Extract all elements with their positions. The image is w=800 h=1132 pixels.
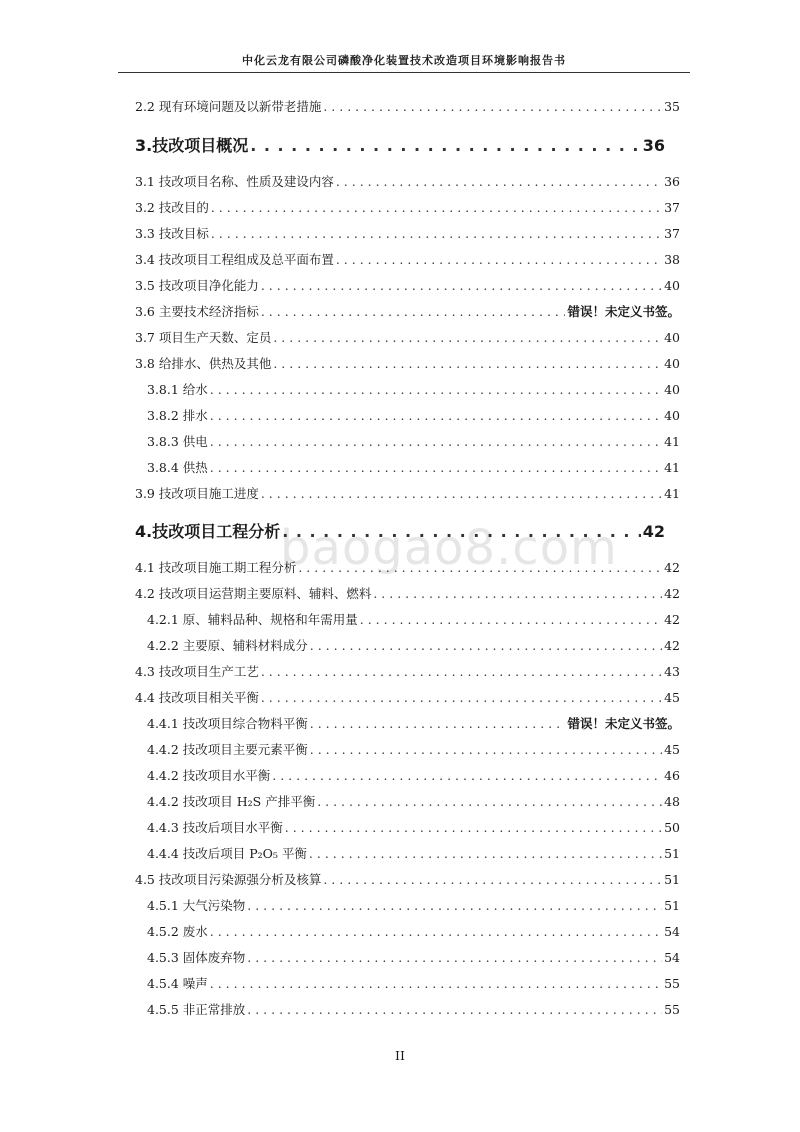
toc-entry-3-5[interactable] xyxy=(135,276,680,294)
dot-leader xyxy=(247,898,662,913)
toc-entry-3-8-4[interactable] xyxy=(147,458,680,476)
toc-label: 4.5.3 固体废弃物 xyxy=(147,950,246,965)
toc-label: 4.4.2 技改项目主要元素平衡 xyxy=(147,742,308,757)
toc-page: 43 xyxy=(664,664,680,679)
toc-entry-4-5-5[interactable] xyxy=(147,1000,680,1018)
dot-leader xyxy=(360,612,662,627)
toc-page: 51 xyxy=(664,872,680,887)
dot-leader xyxy=(317,794,662,809)
toc-label: 3.8.4 供热 xyxy=(147,460,208,475)
toc-entry-3-8-1[interactable] xyxy=(147,380,680,398)
toc-page: 40 xyxy=(664,408,680,423)
dot-leader xyxy=(282,522,641,541)
toc-entry-3-8-3[interactable] xyxy=(147,432,680,450)
dot-leader xyxy=(210,434,662,449)
toc-page: 36 xyxy=(642,136,665,155)
dot-leader xyxy=(250,136,641,155)
toc-label: 4.1 技改项目施工期工程分析 xyxy=(135,560,297,575)
toc-page: 50 xyxy=(664,820,680,835)
dot-leader xyxy=(247,950,662,965)
toc-label: 3.5 技改项目净化能力 xyxy=(135,278,259,293)
dot-leader xyxy=(261,304,566,319)
dot-leader xyxy=(211,200,662,215)
dot-leader xyxy=(298,560,662,575)
toc-page: 42 xyxy=(664,638,680,653)
toc-page: 48 xyxy=(664,794,680,809)
toc-page: 37 xyxy=(664,200,680,215)
dot-leader xyxy=(323,872,662,887)
page-number: II xyxy=(395,1048,405,1063)
toc-entry-4-4-3[interactable] xyxy=(147,818,680,836)
dot-leader xyxy=(261,486,662,501)
toc-entry-4-2-1[interactable] xyxy=(147,610,680,628)
toc-page: 40 xyxy=(664,278,680,293)
toc-label: 4.5.2 废水 xyxy=(147,924,208,939)
header-rule xyxy=(118,72,690,73)
toc-entry-3-3[interactable] xyxy=(135,224,680,242)
toc-page: 55 xyxy=(664,976,680,991)
toc-entry-4-5-4[interactable] xyxy=(147,974,680,992)
toc-page: 54 xyxy=(664,924,680,939)
toc-entry-3-2[interactable] xyxy=(135,198,680,216)
toc-entry-4-4[interactable] xyxy=(135,688,680,706)
toc-page: 45 xyxy=(664,742,680,757)
toc-label: 4.4.4 技改后项目 P₂O₅ 平衡 xyxy=(147,846,307,861)
toc-entry-4-3[interactable] xyxy=(135,662,680,680)
toc-page: 41 xyxy=(664,486,680,501)
toc-entry-4-5[interactable] xyxy=(135,870,680,888)
toc-label: 3.3 技改目标 xyxy=(135,226,209,241)
dot-leader xyxy=(210,924,662,939)
toc-label: 3.9 技改项目施工进度 xyxy=(135,486,259,501)
toc-chapter-3[interactable] xyxy=(135,133,665,156)
toc-label: 4.2.2 主要原、辅料材料成分 xyxy=(147,638,308,653)
toc-label: 4.5 技改项目污染源强分析及核算 xyxy=(135,872,322,887)
watermark: baogao8.com xyxy=(280,520,618,576)
toc-entry-3-8-2[interactable] xyxy=(147,406,680,424)
dot-leader xyxy=(210,460,662,475)
toc-entry-4-2-2[interactable] xyxy=(147,636,680,654)
toc-label: 3.4 技改项目工程组成及总平面布置 xyxy=(135,252,334,267)
toc-page: 42 xyxy=(664,560,680,575)
toc-label: 4.4.2 技改项目 H₂S 产排平衡 xyxy=(147,794,316,809)
dot-leader xyxy=(273,330,662,345)
toc-page: 37 xyxy=(664,226,680,241)
dot-leader xyxy=(211,226,662,241)
toc-page: 41 xyxy=(664,434,680,449)
toc-entry-4-4-1[interactable] xyxy=(147,714,680,732)
toc-label: 3.技改项目概况 xyxy=(135,136,249,155)
toc-label: 4.4.3 技改后项目水平衡 xyxy=(147,820,283,835)
toc-entry-4-4-2a[interactable] xyxy=(147,740,680,758)
dot-leader xyxy=(310,638,662,653)
dot-leader xyxy=(336,252,662,267)
toc-page: 55 xyxy=(664,1002,680,1017)
toc-page: 35 xyxy=(664,99,680,114)
toc-page: 40 xyxy=(664,356,680,371)
toc-label: 2.2 现有环境问题及以新带老措施 xyxy=(135,99,322,114)
toc-entry-4-1[interactable] xyxy=(135,558,680,576)
dot-leader xyxy=(309,846,662,861)
toc-label: 4.2 技改项目运营期主要原料、辅料、燃料 xyxy=(135,586,372,601)
toc-label: 3.6 主要技术经济指标 xyxy=(135,304,259,319)
toc-page: 40 xyxy=(664,382,680,397)
toc-label: 4.5.5 非正常排放 xyxy=(147,1002,246,1017)
dot-leader xyxy=(336,174,662,189)
toc-entry-3-7[interactable] xyxy=(135,328,680,346)
toc-page: 45 xyxy=(664,690,680,705)
toc-page: 38 xyxy=(664,252,680,267)
toc-label: 3.2 技改目的 xyxy=(135,200,209,215)
toc-entry-4-5-2[interactable] xyxy=(147,922,680,940)
toc-page: 42 xyxy=(642,522,665,541)
toc-page: 40 xyxy=(664,330,680,345)
dot-leader xyxy=(210,408,662,423)
toc-page: 36 xyxy=(664,174,680,189)
dot-leader xyxy=(272,768,662,783)
toc-label: 4.5.1 大气污染物 xyxy=(147,898,246,913)
toc-label: 4.技改项目工程分析 xyxy=(135,522,281,541)
toc-label: 4.4.1 技改项目综合物料平衡 xyxy=(147,716,308,731)
dot-leader xyxy=(210,976,662,991)
toc-entry-4-4-2b[interactable] xyxy=(147,766,680,784)
toc-label: 3.1 技改项目名称、性质及建设内容 xyxy=(135,174,334,189)
toc-page: 41 xyxy=(664,460,680,475)
toc-entry-4-4-2c[interactable] xyxy=(147,792,680,810)
dot-leader xyxy=(373,586,662,601)
dot-leader xyxy=(285,820,662,835)
toc-entry-3-9[interactable] xyxy=(135,484,680,502)
dot-leader xyxy=(323,99,662,114)
toc-label: 3.8.3 供电 xyxy=(147,434,208,449)
toc-label: 3.8.1 给水 xyxy=(147,382,208,397)
running-header: 中化云龙有限公司磷酸净化装置技术改造项目环境影响报告书 xyxy=(242,54,566,67)
dot-leader xyxy=(247,1002,662,1017)
dot-leader xyxy=(261,690,662,705)
toc-page: 46 xyxy=(664,768,680,783)
toc-label: 4.4 技改项目相关平衡 xyxy=(135,690,259,705)
toc-chapter-4[interactable] xyxy=(135,519,665,542)
toc-label: 4.3 技改项目生产工艺 xyxy=(135,664,259,679)
toc-page-error: 错误！未定义书签。 xyxy=(567,716,680,731)
dot-leader xyxy=(261,278,662,293)
toc-entry-2-2[interactable] xyxy=(135,97,680,115)
toc-label: 3.8 给排水、供热及其他 xyxy=(135,356,272,371)
toc-entry-4-2[interactable] xyxy=(135,584,680,602)
toc-label: 3.8.2 排水 xyxy=(147,408,208,423)
toc-label: 3.7 项目生产天数、定员 xyxy=(135,330,272,345)
toc-label: 4.2.1 原、辅料品种、规格和年需用量 xyxy=(147,612,358,627)
dot-leader xyxy=(310,742,662,757)
toc-label: 4.5.4 噪声 xyxy=(147,976,208,991)
toc-label: 4.4.2 技改项目水平衡 xyxy=(147,768,271,783)
dot-leader xyxy=(261,664,662,679)
toc-entry-3-6[interactable] xyxy=(135,302,680,320)
dot-leader xyxy=(310,716,566,731)
toc-page: 54 xyxy=(664,950,680,965)
toc-entry-3-1[interactable] xyxy=(135,172,680,190)
toc-entry-3-8[interactable] xyxy=(135,354,680,372)
toc-page-error: 错误！未定义书签。 xyxy=(567,304,680,319)
toc-entry-4-4-4[interactable] xyxy=(147,844,680,862)
toc-entry-4-5-1[interactable] xyxy=(147,896,680,914)
toc-page: 51 xyxy=(664,898,680,913)
toc-entry-3-4[interactable] xyxy=(135,250,680,268)
dot-leader xyxy=(210,382,662,397)
toc-page: 42 xyxy=(664,612,680,627)
toc-page: 42 xyxy=(664,586,680,601)
toc-entry-4-5-3[interactable] xyxy=(147,948,680,966)
toc-page: 51 xyxy=(664,846,680,861)
dot-leader xyxy=(273,356,662,371)
